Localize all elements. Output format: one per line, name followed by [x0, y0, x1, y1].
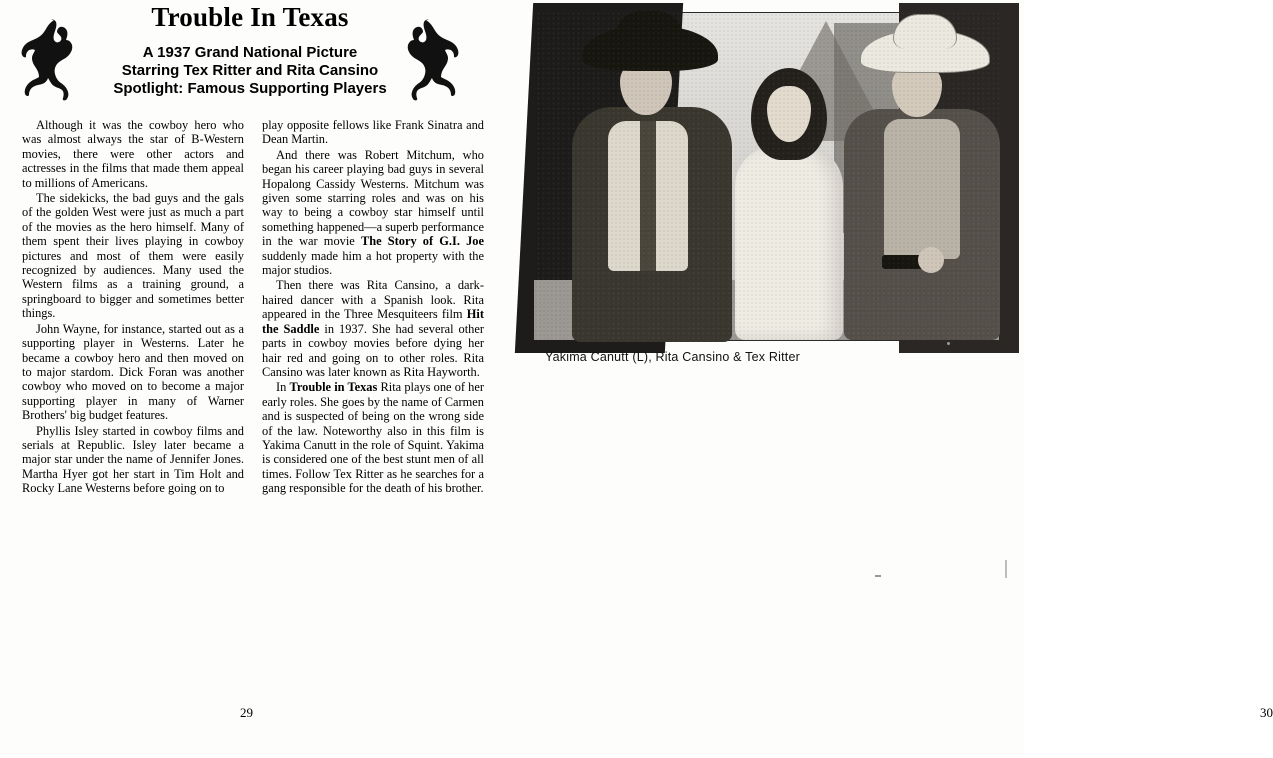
photo-caption: Yakima Canutt (L), Rita Cansino & Tex Ritter: [545, 350, 800, 364]
page-number-left: 29: [240, 705, 253, 720]
figure-rita-cansino: [729, 68, 849, 340]
paragraph: Although it was the cowboy hero who was almost always the star of B-Western movies, there were other actors and actresses in the films that made them appeal to millions of Americans.: [22, 118, 244, 190]
scan-speck: [947, 342, 950, 345]
movie-still-photo: [533, 12, 1000, 341]
paragraph-rich: And there was Robert Mitchum, who began his career playing bad guys in several Hopalong Cassidy Westerns. Mitchum was given some starring roles and was on his way to being a cowboy star himself until something happened—a superb performance in the war movie The Story of G.I. Joe suddenly made him a hot property with the major studios.: [262, 147, 484, 278]
article-masthead: [0, 0, 500, 115]
figure-dress: [735, 146, 843, 340]
column-left: [22, 118, 244, 496]
article-subtitle: [0, 44, 500, 98]
figure-vest: [608, 121, 688, 271]
figure-hand: [918, 247, 944, 273]
scan-speck: [875, 575, 881, 577]
paragraph: Phyllis Isley started in cowboy films and serials at Republic. Isley later became a major star under the name of Jennifer Jones. Martha Hyer got her start in Tim Holt and Rocky Lane Westerns before going on to: [22, 423, 244, 496]
right-page: [500, 0, 1273, 758]
page-number-right: 30: [1260, 705, 1273, 720]
subtitle-line-3: Spotlight: Famous Supporting Players: [113, 80, 387, 97]
paragraph: The sidekicks, the bad guys and the gals of the golden West were just as much a part of the movies as the hero himself. Many of them spent their lives playing in cowboy pictures and most of them were easily recognized by audiences. Many used the Western films as a training ground, a springboard to bigger and sometimes better things.: [22, 191, 244, 321]
paragraph: John Wayne, for instance, started out as a supporting player in Westerns. Later he became a cowboy hero and then moved on to major stardom. Dick Foran was another cowboy who moved on to become a major supporting player in many of Warner Brothers' big budget features.: [22, 321, 244, 423]
figure-tex-ritter: [834, 23, 1004, 340]
cowboy-hat-icon: [860, 29, 990, 73]
left-page: [0, 0, 500, 758]
article-body: [22, 118, 484, 496]
paragraph-continued: play opposite fellows like Frank Sinatra and Dean Martin.: [262, 118, 484, 147]
paragraph-rich: Then there was Rita Cansino, a dark-haired dancer with a Spanish look. Rita appeared in the Three Mesquiteers film Hit the Saddle in 1937. She had several other parts in cowboy movies before dying her hair red and going on to other roles. Rita Cansino was later known as Rita Hayworth.: [262, 278, 484, 379]
cowboy-hat-icon: [582, 25, 718, 71]
figure-yakima-canutt: [564, 25, 744, 340]
page-spine-mark: [1005, 560, 1007, 578]
column-right: [262, 118, 484, 496]
paragraph-rich: In Trouble in Texas Rita plays one of her early roles. She goes by the name of Carmen and is suspected of being on the wrong side of the law. Noteworthy also in this film is Yakima Canutt in the role of Squint. Yakima is considered one of the best stunt men of all times. Follow Tex Ritter as he searches for a gang responsible for the death of his brother.: [262, 380, 485, 496]
subtitle-line-1: A 1937 Grand National Picture: [142, 44, 358, 61]
subtitle-line-2: Starring Tex Ritter and Rita Cansino: [121, 62, 379, 79]
figure-shirt: [884, 119, 960, 259]
page-title: Trouble In Texas: [151, 2, 349, 32]
